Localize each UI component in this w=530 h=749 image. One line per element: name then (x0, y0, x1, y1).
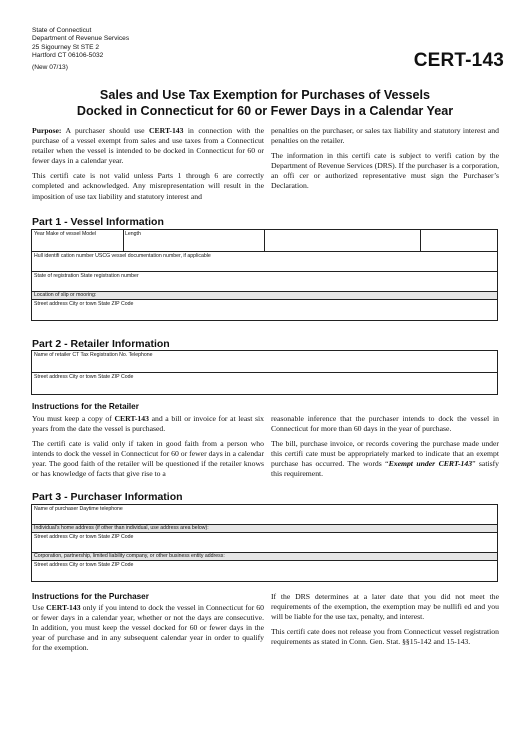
address-line: State of Connecticut (32, 27, 92, 34)
purpose-text: A purchaser should use (61, 126, 149, 135)
vessel-cell[interactable] (420, 230, 421, 251)
retailer-instructions-left (32, 414, 264, 485)
address-line: 25 Sigourney St STE 2 (32, 43, 100, 51)
business-address-label: Corporation, partnership, limited liability company, or other business entity address: (34, 553, 225, 559)
hull-id-label: Hull identifi cation number USCG vessel documentation number, if applicable (34, 253, 211, 259)
text: ” satisfy this requirement. (271, 459, 499, 479)
year-make-model-label: Year Make of vessel Model (34, 231, 97, 237)
validity-paragraph: This certifi cate is not valid unless Parts 1 through 6 are correctly completed and acknowledged. Any misrepresentation will result in the imposition of use tax liability and statutory interest and (32, 171, 264, 201)
part2-heading: Part 2 - Retailer Information (32, 338, 170, 350)
address-line: Hartford CT 06106-5032 (32, 52, 104, 60)
purchaser-instructions-heading: Instructions for the Purchaser (32, 592, 149, 601)
agency-address (32, 27, 129, 72)
address-line: Department of Revenue Services (32, 35, 130, 43)
registration-label: State of registration State registration number (34, 273, 139, 279)
business-address-row (32, 553, 497, 561)
vessel-cell[interactable] (264, 230, 265, 251)
revision-date: (New 07/13) (32, 63, 68, 71)
street-address-label: Street address City or town State ZIP Code (34, 374, 134, 380)
purpose-text-cont: in connection with the purchase of a vessel exempt from sales and use taxes from a Connecticut retailer when the vessel is intended to be docked in Connecticut for 60 or fewer days in a calendar year. (32, 126, 264, 166)
purchaser-address-row[interactable] (32, 533, 497, 553)
part3-purchaser-table (31, 504, 498, 582)
retailer-keep-copy (32, 414, 264, 434)
verification-paragraph: The information in this certifi cate is subject to verifi cation by the Department of Revenue Services (DRS). If the purchaser is a corporation, an offi cer or authorized representative must sign the Purchaser’s Declaration. (271, 151, 499, 191)
part1-vessel-table (31, 229, 498, 321)
form-id: CERT-143 (413, 50, 504, 71)
retailer-inference: reasonable inference that the purchaser intends to dock the vessel in Connecticut for more than 60 days in the year of purchase. (271, 414, 499, 434)
exempt-phrase: Exempt under CERT-143 (388, 459, 473, 469)
length-cell[interactable] (123, 230, 141, 251)
penalties-paragraph: penalties on the purchaser, or sales tax liability and statutory interest and penalties on the retailer. (271, 126, 499, 146)
intro-right-column (271, 126, 499, 197)
retailer-marking (271, 439, 499, 479)
purpose-label: Purpose: (32, 126, 62, 135)
part2-retailer-table (31, 350, 498, 395)
text: only if you intend to dock the vessel in Connecticut for 60 or fewer days in a calendar year, whether or not the days are consecutive. In addition, you must keep the vessel docked for 60 or fewer days in the year of purchase and in any subsequent calendar year in order to qualify for the exemption. (32, 603, 264, 653)
home-address-label: Individual’s home address (if other than individual, use address area below): (34, 525, 209, 531)
text: You must keep a copy of (32, 414, 115, 423)
purchaser-registration-paragraph: This certifi cate does not release you from Connecticut vessel registration requirements as stated in Conn. Gen. Stat. §§15-142 and 15-143. (271, 627, 499, 647)
retailer-address-row[interactable] (32, 373, 497, 394)
title-line-2: Docked in Connecticut for 60 or Fewer Days in a Calendar Year (76, 103, 454, 118)
purchaser-use-paragraph (32, 603, 264, 653)
vessel-address-row[interactable] (32, 300, 497, 320)
purchaser-instructions-right (271, 592, 499, 652)
home-address-row (32, 525, 497, 533)
slip-mooring-label: Location of slip or mooring: (34, 292, 97, 298)
retailer-row-1[interactable] (32, 351, 497, 373)
vessel-row-3[interactable] (32, 272, 497, 292)
text: The bill, purchase invoice, or records covering the purchase made under this certifi cate must be appropriately marked to indicate that an exempt purchase has occurred. The words “ (271, 439, 499, 469)
purpose-form-ref: CERT-143 (149, 126, 184, 135)
slip-mooring-row (32, 292, 497, 300)
intro-left-column (32, 126, 264, 207)
street-address-label: Street address City or town State ZIP Code (34, 301, 134, 307)
retailer-name-label: Name of retailer CT Tax Registration No. Telephone (34, 352, 153, 358)
vessel-row-1[interactable] (32, 230, 497, 252)
form-title (0, 88, 530, 119)
retailer-instructions-heading: Instructions for the Retailer (32, 402, 139, 411)
form-ref: CERT-143 (46, 603, 81, 612)
length-label: Length (125, 231, 141, 237)
retailer-instructions-right (271, 414, 499, 485)
street-address-label: Street address City or town State ZIP Code (34, 562, 134, 568)
purchaser-name-label: Name of purchaser Daytime telephone (34, 506, 123, 512)
text: and a bill or invoice for at least six years from the date the vessel is purchased. (32, 414, 264, 434)
title-line-1: Sales and Use Tax Exemption for Purchases of Vessels (99, 88, 431, 102)
form-ref: CERT-143 (114, 414, 149, 423)
part1-heading: Part 1 - Vessel Information (32, 216, 164, 228)
purchaser-instructions-left (32, 603, 264, 658)
text: Use (32, 603, 47, 612)
street-address-label: Street address City or town State ZIP Code (34, 534, 134, 540)
purchaser-nullify-paragraph: If the DRS determines at a later date that you did not meet the requirements of the exemption, the exemption may be nullifi ed and you will be liable for the use tax, penalty, and interest. (271, 592, 499, 622)
purpose-paragraph (32, 126, 264, 166)
retailer-good-faith: The certifi cate is valid only if taken in good faith from a person who intends to dock the vessel in Connecticut for 60 or fewer days in a calendar year. The good faith of the retailer will be questioned if the retailer knows or has knowledge of facts that give rise to a (32, 439, 264, 479)
part3-heading: Part 3 - Purchaser Information (32, 491, 183, 503)
business-street-row[interactable] (32, 561, 497, 581)
purchaser-row-1[interactable] (32, 505, 497, 525)
vessel-row-2[interactable] (32, 252, 497, 272)
